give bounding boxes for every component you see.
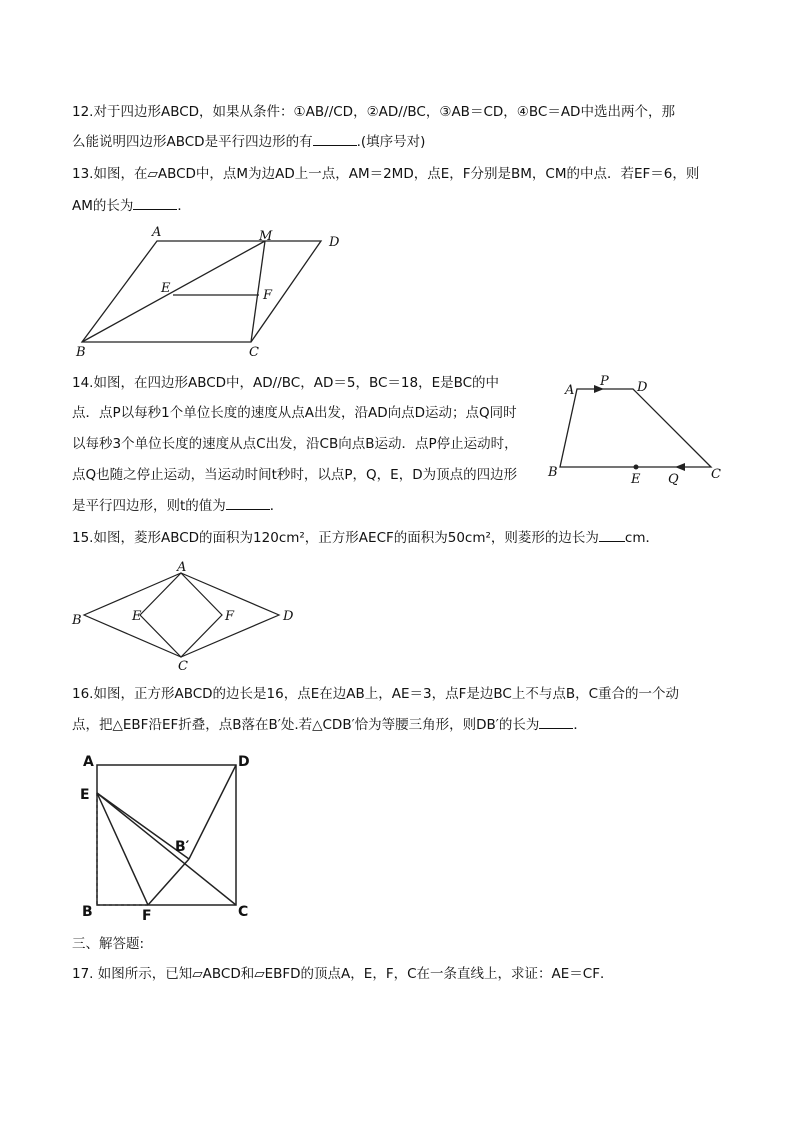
q13-line2-text: AM的长为 — [72, 198, 134, 214]
q12-line1: 12.对于四边形ABCD，如果从条件：①AB//CD，②AD//BC，③AB＝CD，④BC＝AD中选出两个，那 — [72, 104, 675, 120]
segment-ef — [97, 793, 148, 905]
q16-line2-text: 点，把△EBF沿EF折叠，点B落在B′处.若△CDB′恰为等腰三角形，则DB′的长为 — [72, 717, 540, 733]
label-q: Q — [668, 472, 679, 487]
q14-line1: 14.如图，在四边形ABCD中，AD//BC，AD＝5，BC＝18，E是BC的中 — [72, 375, 500, 391]
label-b: B — [76, 345, 86, 360]
label-f: F — [263, 288, 273, 303]
label-e: E — [132, 609, 142, 624]
q12-line2-tail: .(填序号对) — [356, 134, 426, 150]
label-c: C — [178, 659, 188, 674]
label-p: P — [600, 374, 609, 389]
q17-line1: 17. 如图所示，已知▱ABCD和▱EBFD的顶点A，E，F，C在一条直线上，求证：AE＝CF． — [72, 966, 614, 982]
label-b-prime: B′ — [175, 839, 190, 855]
q16-line2-tail: ． — [573, 717, 587, 733]
q15-line1-tail: cm． — [624, 530, 659, 546]
q12-line2-text: 么能说明四边形ABCD是平行四边形的有 — [72, 134, 313, 150]
q13-line1: 13.如图，在▱ABCD中，点M为边AD上一点，AM＝2MD，点E，F分别是BM，CM的中点．若EF＝6，则 — [72, 166, 700, 182]
label-a: A — [565, 383, 575, 398]
label-d: D — [329, 235, 340, 250]
label-c: C — [249, 345, 259, 360]
label-m: M — [259, 229, 273, 244]
q15-line1-text: 15.如图，菱形ABCD的面积为120cm²，正方形AECF的面积为50cm²，则菱形的边长为 — [72, 530, 599, 546]
label-d: D — [283, 609, 294, 624]
label-a: A — [83, 754, 94, 770]
label-a: A — [152, 225, 162, 240]
q14-line3: 以每秒3个单位长度的速度从点C出发，沿CB向点B运动．点P停止运动时， — [72, 436, 518, 452]
q14-line5-text: 是平行四边形，则t的值为 — [72, 498, 226, 514]
q14-line2: 点．点P以每秒1个单位长度的速度从点A出发，沿AD向点D运动；点Q同时 — [72, 405, 517, 421]
label-e: E — [631, 472, 641, 487]
segment-db1 — [189, 765, 236, 859]
label-f: F — [142, 908, 152, 924]
q16-line1: 16.如图，正方形ABCD的边长是16，点E在边AB上，AE＝3，点F是边BC上不与点B，C重合的一个动 — [72, 686, 680, 702]
q14-line5-tail: ． — [269, 498, 284, 514]
q13-line2-tail: ． — [177, 198, 191, 214]
q14-line4: 点Q也随之停止运动，当运动时间t秒时，以点P，Q，E，D为顶点的四边形 — [72, 467, 518, 483]
label-e: E — [161, 281, 171, 296]
label-d: D — [238, 754, 250, 770]
label-b: B — [548, 465, 558, 480]
section-heading: 三、解答题: — [72, 936, 145, 952]
label-c: C — [711, 467, 721, 482]
label-c: C — [238, 904, 249, 920]
label-b: B — [72, 613, 82, 628]
segment-ec — [97, 793, 236, 905]
label-a: A — [177, 560, 187, 575]
segment-fb1 — [148, 859, 189, 905]
label-d: D — [637, 380, 648, 395]
label-b: B — [82, 904, 93, 920]
label-f: F — [225, 609, 235, 624]
label-e: E — [80, 787, 90, 803]
